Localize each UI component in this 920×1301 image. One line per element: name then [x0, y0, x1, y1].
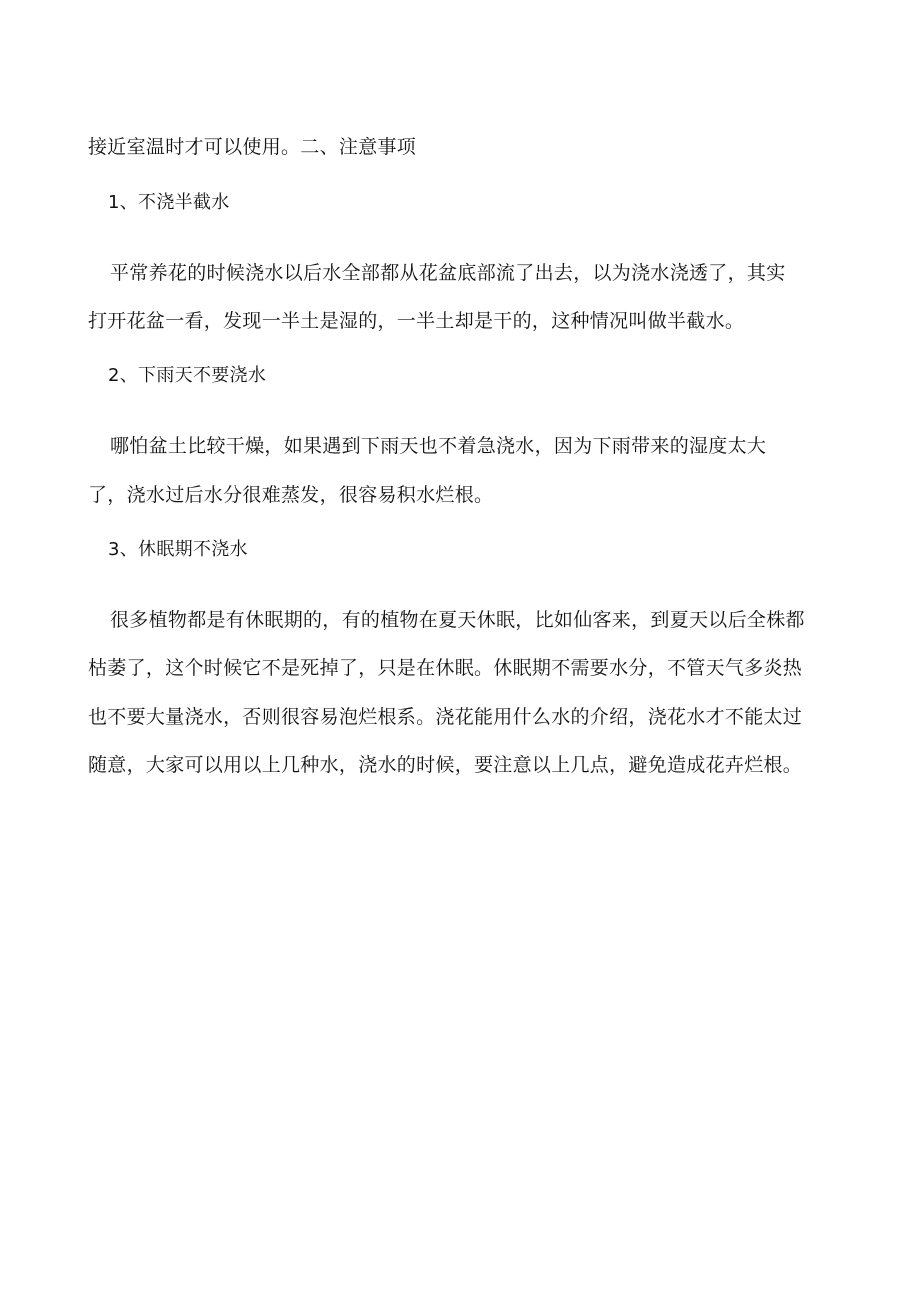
section-3-heading: 3、休眠期不浇水 [108, 539, 248, 560]
section-3-line-1: 很多植物都是有休眠期的，有的植物在夏天休眠，比如仙客来，到夏天以后全株都 [110, 609, 805, 631]
section-3-line-2: 枯萎了，这个时候它不是死掉了，只是在休眠。休眠期不需要水分，不管天气多炎热 [88, 657, 803, 679]
section-1-line-1: 平常养花的时候浇水以后水全部都从花盆底部流了出去，以为浇水浇透了，其实 [110, 262, 786, 284]
section-1-heading: 1、不浇半截水 [108, 192, 230, 213]
section-2-line-1: 哪怕盆土比较干燥，如果遇到下雨天也不着急浇水，因为下雨带来的湿度太大 [110, 435, 767, 457]
section-2-heading: 2、下雨天不要浇水 [108, 365, 267, 386]
section-2-line-2: 了，浇水过后水分很难蒸发，很容易积水烂根。 [88, 484, 494, 506]
section-1-line-2: 打开花盆一看，发现一半土是湿的，一半土却是干的，这种情况叫做半截水。 [88, 310, 745, 332]
intro-line: 接近室温时才可以使用。二、注意事项 [88, 136, 417, 158]
section-3-line-4: 随意，大家可以用以上几种水，浇水的时候，要注意以上几点，避免造成花卉烂根。 [88, 754, 803, 776]
section-3-line-3: 也不要大量浇水，否则很容易泡烂根系。浇花能用什么水的介绍，浇花水才不能太过 [88, 706, 803, 728]
